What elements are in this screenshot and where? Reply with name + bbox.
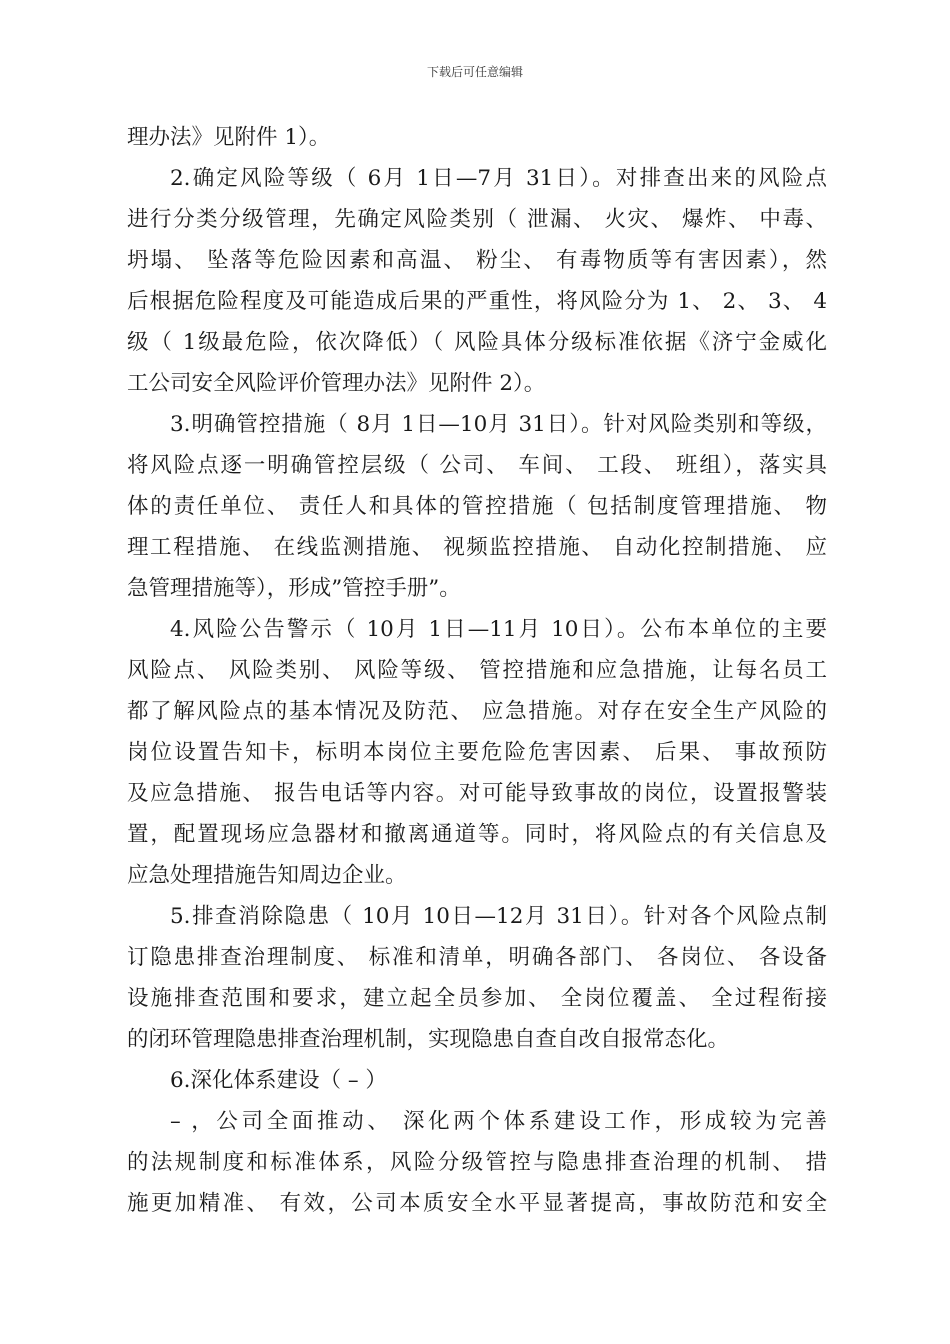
text-line: 设施排查范围和要求，建立起全员参加、 全岗位覆盖、 全过程衔接 xyxy=(127,986,827,1011)
text-line: 后根据危险程度及可能造成后果的严重性，将风险分为 1、 2、 3、 4 xyxy=(127,289,827,314)
text-line: 级（ 1级最危险，依次降低）（ 风险具体分级标准依据《济宁金威化 xyxy=(127,330,827,355)
text-line: 体的责任单位、 责任人和具体的管控措施（ 包括制度管理措施、 物 xyxy=(127,494,827,519)
text-line: 5.排查消除隐患（ 10月 10日—12月 31日）。针对各个风险点制 xyxy=(170,904,827,929)
text-line: 3.明确管控措施（ 8月 1日—10月 31日）。针对风险类别和等级， xyxy=(170,412,827,437)
text-line: 理办法》见附件 1）。 xyxy=(127,125,331,150)
text-line: 岗位设置告知卡，标明本岗位主要危险危害因素、 后果、 事故预防 xyxy=(127,740,827,765)
text-line: 坍塌、 坠落等危险因素和高温、 粉尘、 有毒物质等有害因素），然 xyxy=(127,248,827,273)
text-line: 及应急措施、 报告电话等内容。对可能导致事故的岗位，设置报警装 xyxy=(127,781,827,806)
text-line: 都了解风险点的基本情况及防范、 应急措施。对存在安全生产风险的 xyxy=(127,699,827,724)
text-line: 应急处理措施告知周边企业。 xyxy=(127,863,407,888)
text-line: 置，配置现场应急器材和撤离通道等。同时，将风险点的有关信息及 xyxy=(127,822,827,847)
text-line: 施更加精准、 有效，公司本质安全水平显著提高，事故防范和安全 xyxy=(127,1191,827,1216)
text-line: 4.风险公告警示（ 10月 1日—11月 10日）。公布本单位的主要 xyxy=(170,617,827,642)
page-header: 下载后可任意编辑 xyxy=(426,65,523,79)
document-body xyxy=(127,117,827,1224)
text-line: 急管理措施等），形成”管控手册”。 xyxy=(127,576,461,601)
text-line: 工公司安全风险评价管理办法》见附件 2）。 xyxy=(127,371,546,396)
text-line: 2.确定风险等级（ 6月 1日—7月 31日）。对排查出来的风险点 xyxy=(170,166,827,191)
text-line: 6.深化体系建设（ – ） xyxy=(170,1068,387,1093)
text-line: 风险点、 风险类别、 风险等级、 管控措施和应急措施，让每名员工 xyxy=(127,658,827,683)
text-line: 理工程措施、 在线监测措施、 视频监控措施、 自动化控制措施、 应 xyxy=(127,535,827,560)
text-line: 进行分类分级管理，先确定风险类别（ 泄漏、 火灾、 爆炸、 中毒、 xyxy=(127,207,827,232)
text-line: 的闭环管理隐患排查治理机制，实现隐患自查自改自报常态化。 xyxy=(127,1027,730,1052)
text-line: 的法规制度和标准体系，风险分级管控与隐患排查治理的机制、 措 xyxy=(127,1150,827,1175)
text-line: 订隐患排查治理制度、 标准和清单，明确各部门、 各岗位、 各设备 xyxy=(127,945,827,970)
text-line: 将风险点逐一明确管控层级（ 公司、 车间、 工段、 班组），落实具 xyxy=(127,453,827,478)
text-line: – ，公司全面推动、 深化两个体系建设工作，形成较为完善 xyxy=(170,1109,827,1134)
